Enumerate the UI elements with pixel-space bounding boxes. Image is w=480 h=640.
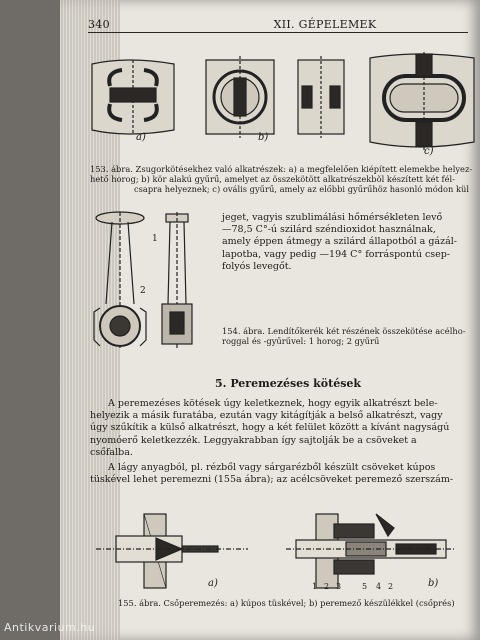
paragraph-1 [90,398,476,459]
paragraph-1-line: nyomóerő keletkezzék. Leggyakrabban így sajtolják be a csöveket a [90,434,417,446]
figure-153-label-c: c) [424,146,434,157]
paragraph-top [222,212,476,273]
paragraph-top-line: folyós levegőt. [222,260,292,272]
figure-155-label-a: a) [208,578,218,589]
paragraph-1-line: helyezik a másik furatába, ezután vagy kitágítják a belső alkatrészt, vagy [90,410,443,422]
figure-155-drawing [96,500,476,592]
paragraph-top-line: amely éppen átmegy a szilárd állapotból a gázál- [222,236,458,248]
figure-154-drawing [90,208,208,350]
chapter-title: XII. GÉPELEMEK [273,18,377,31]
part-number: 1 [312,582,318,591]
paragraph-1-line: csőfalba. [90,446,133,458]
figure-154-caption [222,326,476,346]
paragraph-top-line: jeget, vagyis szublimálási hőmérsékleten levő [222,212,443,223]
page-number: 340 [88,18,110,31]
figure-153-caption-line: csapra helyeznek; c) ovális gyűrű, amely az előbbi gyűrűhöz hasonló módon kül [134,184,470,194]
part-number: 2 [388,582,394,591]
figure-153-label-b: b) [258,132,269,143]
watermark: Antikvarium.hu [4,621,96,634]
figure-154-label-2: 2 [140,286,146,296]
paragraph-2-line: tüskével lehet peremezni (155a ábra); az acélcsöveket peremező szerszám- [90,474,454,486]
paragraph-2 [90,462,476,486]
figure-155-label-b: b) [428,578,439,589]
part-number: 2 [324,582,330,591]
figure-153-caption-line: hető horog; b) kör alakú gyűrű, amelyet az összekötött alkatrészekbõl készített két fél- [90,174,455,184]
part-number: 3 [336,582,342,591]
figure-153-label-a: a) [136,132,146,143]
paragraph-1-line: A peremezéses kötések úgy keletkeznek, hogy egyik alkatrészt bele- [108,398,438,409]
paragraph-2-line: A lágy anyagból, pl. rézből vagy sárgarézből készült csöveket kúpos [108,462,436,473]
header-rule [88,32,468,33]
part-number: 5 [362,582,368,591]
figure-154-caption-line: 154. ábra. Lendítőkerék két részének összekötése acélho- [222,326,466,336]
figure-153-drawing [88,42,476,160]
figure-155-caption: 155. ábra. Csőperemezés: a) kúpos tüskével; b) peremező készülékkel (csőprés) [118,598,455,608]
paragraph-top-line: —78,5 C°-ú szilárd széndioxidot használnak, [222,224,436,236]
paragraph-1-line: úgy szűkítik a külső alkatrészt, hogy a két felület között a kívánt nagyságú [90,422,450,434]
figure-153-caption [90,164,476,194]
part-number: 4 [376,582,382,591]
figure-154-label-1: 1 [152,234,158,244]
figure-153-caption-line: 153. ábra. Zsugorkötésekhez való alkatrészek: a) a megfelelően kiépített elemekbe helyez- [90,164,473,174]
section-title: 5. Peremezéses kötések [215,377,362,390]
figure-154-caption-line: roggal és -gyűrűvel: 1 horog; 2 gyűrű [222,336,380,346]
paragraph-top-line: lapotba, vagy pedig —194 C° forráspontú csep- [222,248,451,260]
